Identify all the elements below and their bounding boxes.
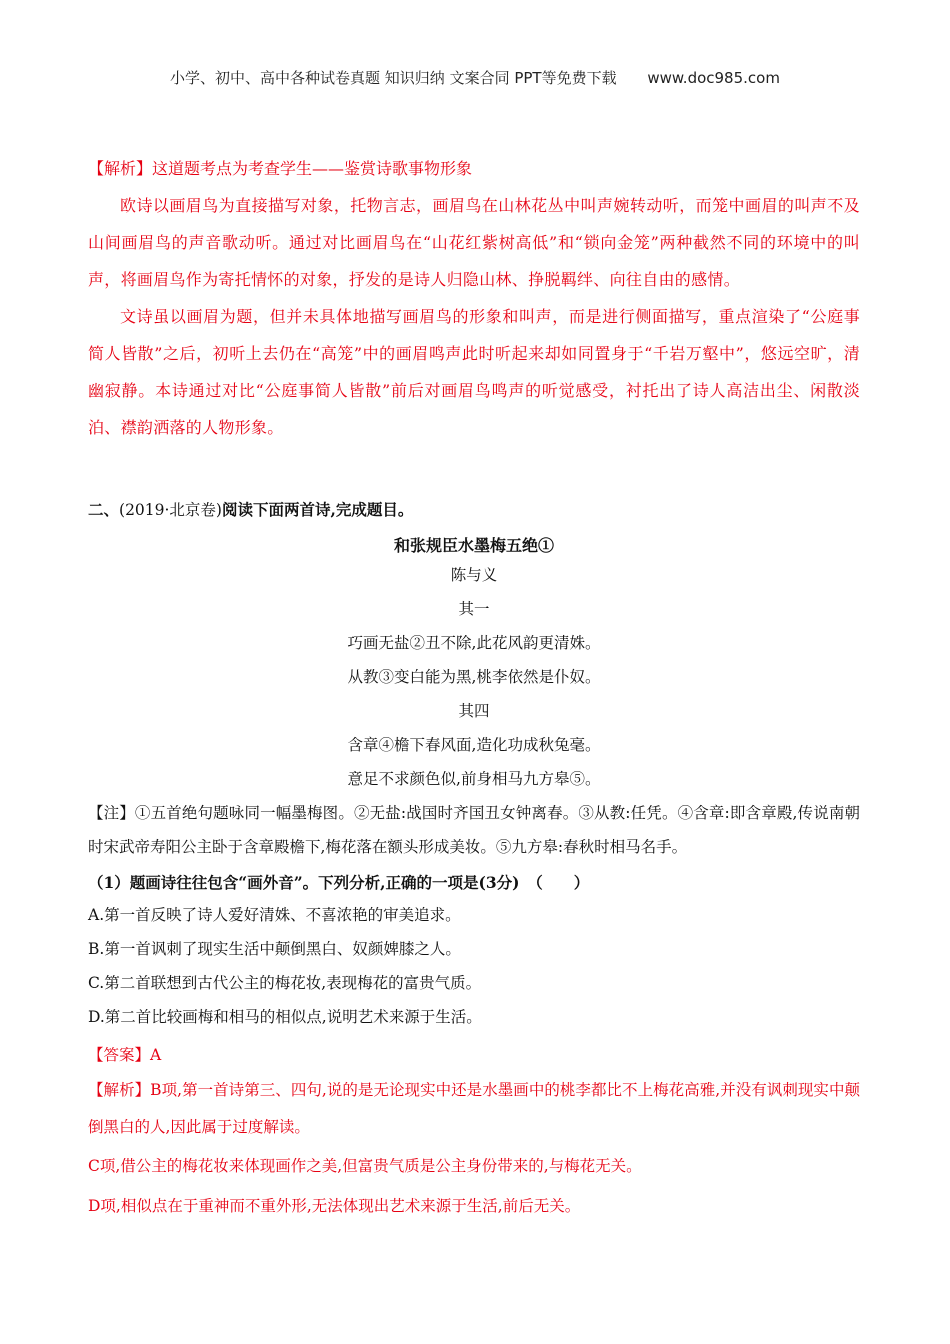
analysis-paragraph-1: 欧诗以画眉鸟为直接描写对象，托物言志，画眉鸟在山林花丛中叫声婉转动听，而笼中画眉的叫声不及山间画眉鸟的声音歌动听。通过对比画眉鸟在“山花红紫树高低”和“锁向金笼”两种截然不同的环境中的叫声，将画眉鸟作为寄托情怀的对象，抒发的是诗人归隐山林、挣脱羁绊、向往自由的感情。 (88, 196, 860, 289)
question-heading (88, 498, 860, 522)
poem-title: 和张规臣水墨梅五绝① (393, 536, 554, 555)
question-source: (2019·北京卷) (119, 501, 222, 519)
header-url[interactable]: www.doc985.com (647, 69, 780, 87)
poem-author: 陈与义 (450, 566, 498, 584)
analysis-option-b (88, 1072, 860, 1146)
analysis-label: 【解析】 (88, 159, 153, 178)
page-header (0, 67, 950, 88)
poem-line-4: 意足不求颜色似,前身相马九方皋⑤。 (347, 770, 601, 788)
answer-label: 【答案】 (88, 1046, 151, 1064)
answer-value: A (150, 1046, 162, 1064)
analysis-label-2: 【解析】 (88, 1081, 151, 1099)
question-number: 二、 (88, 500, 120, 519)
poem-line-3: 含章④檐下春风面,造化功成秋兔毫。 (347, 736, 601, 754)
poem-line-2: 从教③变白能为黑,桃李依然是仆奴。 (347, 668, 601, 686)
document-body (88, 150, 860, 1226)
answer (88, 1038, 860, 1072)
poem-part-4: 其四 (458, 702, 490, 720)
analysis-option-c: C项,借公主的梅花妆来体现画作之美,但富贵气质是公主身份带来的,与梅花无关。 (88, 1157, 642, 1175)
poem-part-1: 其一 (458, 600, 490, 618)
analysis-b-text: B项,第一首诗第三、四句,说的是无论现实中还是水墨画中的桃李都比不上梅花高雅,并没有讽刺现实中颠倒黑白的人,因此属于过度解读。 (88, 1081, 860, 1136)
option-c: C.第二首联想到古代公主的梅花妆,表现梅花的富贵气质。 (88, 974, 482, 992)
poem-note: 【注】①五首绝句题咏同一幅墨梅图。②无盐:战国时齐国丑女钟离春。③从教:任凭。④含章:即含章殿,传说南朝时宋武帝寿阳公主卧于含章殿檐下,梅花落在额头形成美妆。⑤九方皋:春秋时相马名手。 (88, 804, 860, 856)
option-d: D.第二首比较画梅和相马的相似点,说明艺术来源于生活。 (88, 1008, 482, 1026)
sub-question: （1）题画诗往往包含“画外音”。下列分析,正确的一项是(3分) （ ） (88, 873, 590, 892)
analysis-option-d: D项,相似点在于重神而不重外形,无法体现出艺术来源于生活,前后无关。 (88, 1197, 581, 1215)
question-prompt: 阅读下面两首诗,完成题目。 (221, 500, 414, 519)
analysis-intro (88, 150, 860, 187)
option-b: B.第一首讽刺了现实生活中颠倒黑白、奴颜婢膝之人。 (88, 940, 461, 958)
analysis-intro-text: 这道题考点为考查学生——鉴赏诗歌事物形象 (152, 159, 473, 178)
option-a: A.第一首反映了诗人爱好清姝、不喜浓艳的审美追求。 (88, 906, 461, 924)
poem-line-1: 巧画无盐②丑不除,此花风韵更清姝。 (347, 634, 601, 652)
analysis-paragraph-2: 文诗虽以画眉为题，但并未具体地描写画眉鸟的形象和叫声，而是进行侧面描写，重点渲染了“公庭事简人皆散”之后，初听上去仍在“高笼”中的画眉鸣声此时听起来却如同置身于“千岩万壑中”，悠远空旷，清幽寂静。本诗通过对比“公庭事简人皆散”前后对画眉鸟鸣声的听觉感受，衬托出了诗人高洁出尘、闲散淡泊、襟韵洒落的人物形象。 (88, 307, 860, 437)
header-text: 小学、初中、高中各种试卷真题 知识归纳 文案合同 PPT等免费下载 (170, 69, 617, 87)
